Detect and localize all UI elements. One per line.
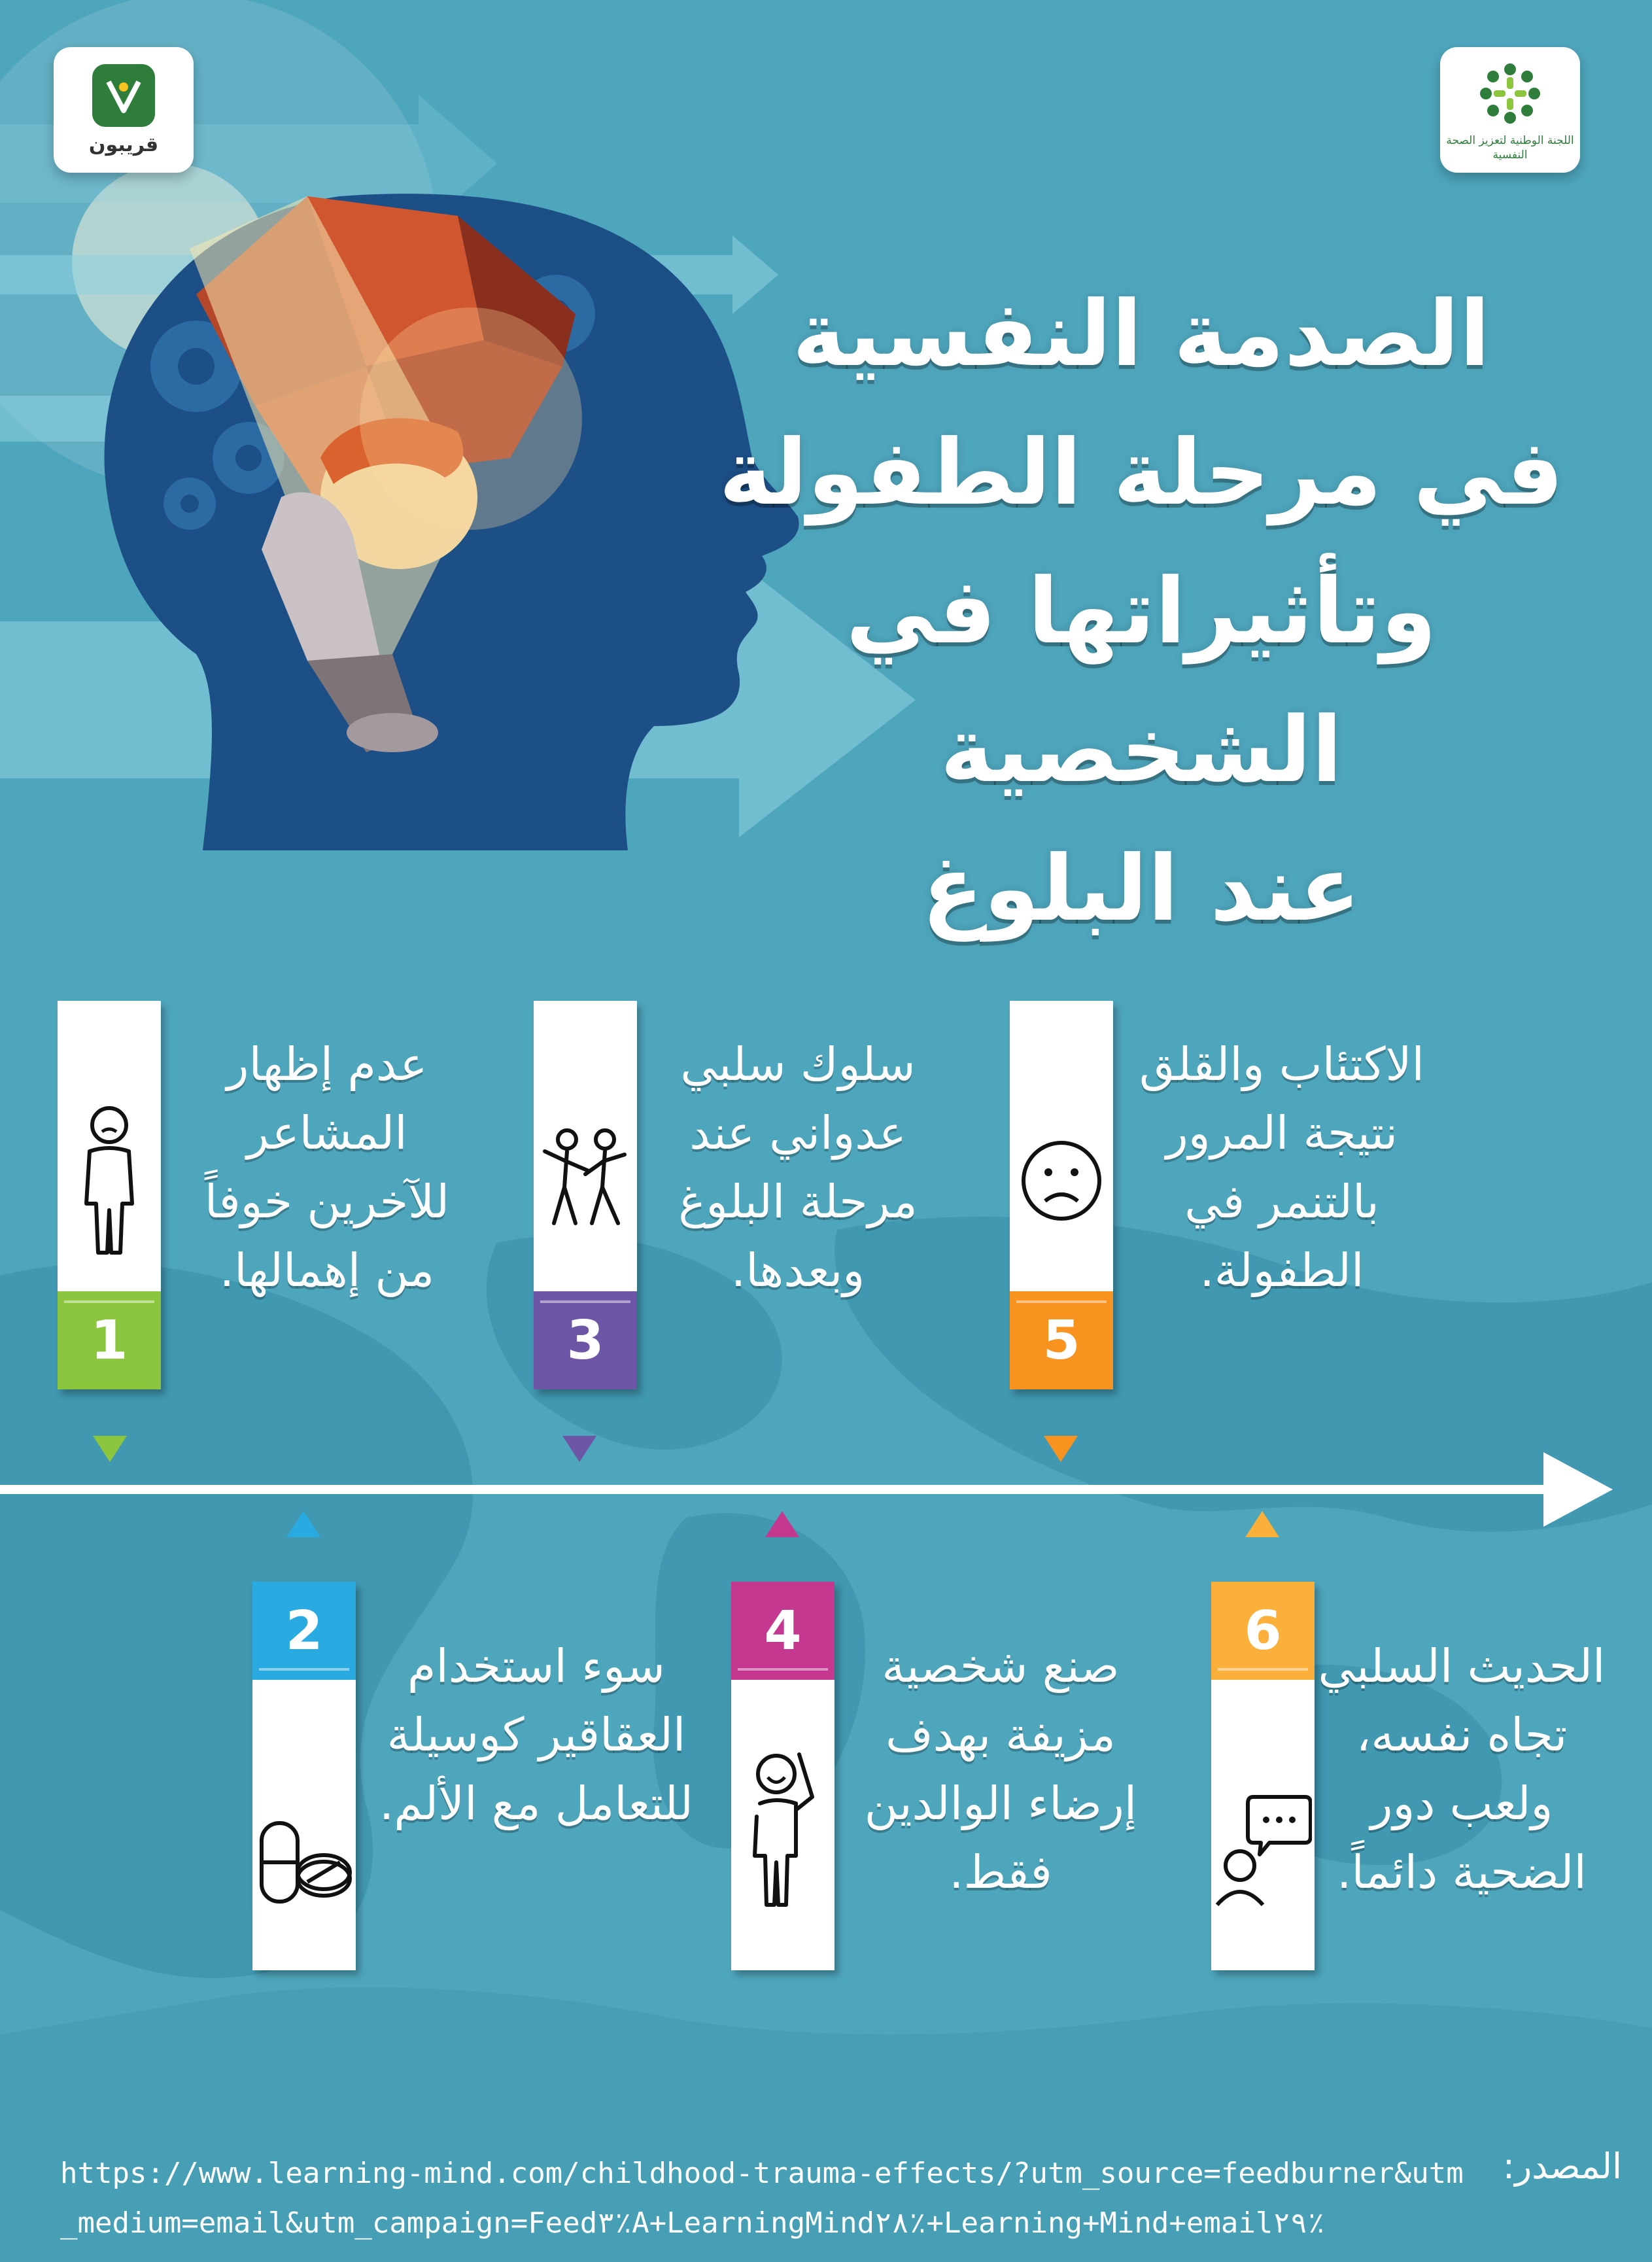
effect-text-2: سوء استخدام العقاقير كوسيلة للتعامل مع الألم. <box>379 1639 694 1830</box>
title-line-3: وتأثيراتها في الشخصية <box>846 559 1437 803</box>
effect-number-3: 3 <box>534 1291 637 1389</box>
sad-person-icon <box>58 1105 161 1256</box>
fighting-people-icon <box>534 1105 637 1230</box>
committee-emblem-icon <box>1474 58 1546 130</box>
effect-card-1 <box>58 1001 161 1389</box>
title-line-2: في مرحلة الطفولة <box>719 420 1564 525</box>
page-title <box>654 265 1628 958</box>
effect-card-4 <box>731 1582 835 1970</box>
qareeboon-logo <box>54 47 194 173</box>
national-committee-logo <box>1440 47 1580 173</box>
timeline-marker-1 <box>93 1436 127 1462</box>
effect-number-6: 6 <box>1211 1582 1315 1680</box>
committee-name: اللجنة الوطنية لتعزيز الصحة النفسية <box>1446 134 1574 162</box>
effect-text-3: سلوك سلبي عدواني عند مرحلة البلوغ وبعدها. <box>678 1037 918 1297</box>
timeline-marker-4 <box>765 1511 799 1537</box>
sad-face-icon <box>1010 1105 1113 1223</box>
leaf-heart-icon <box>92 64 155 127</box>
source-label: المصدر: <box>1502 2146 1622 2187</box>
happy-person-icon <box>731 1751 835 1908</box>
effect-text-6: الحديث السلبي تجاه نفسه، ولعب دور الضحية دائماً. <box>1318 1639 1606 1899</box>
title-line-1: الصدمة النفسية <box>792 281 1490 387</box>
timeline-marker-2 <box>286 1511 320 1537</box>
timeline-marker-3 <box>562 1436 596 1462</box>
speech-bubble-person-icon <box>1211 1790 1315 1908</box>
effect-text-1: عدم إظهار المشاعر للآخرين خوفاً من إهمالها. <box>204 1037 450 1297</box>
timeline-marker-6 <box>1245 1511 1279 1537</box>
timeline-marker-5 <box>1044 1436 1078 1462</box>
pills-icon <box>252 1817 356 1908</box>
brand-name: قريبون <box>88 133 159 156</box>
effect-card-2 <box>252 1582 356 1970</box>
effect-number-1: 1 <box>58 1291 161 1389</box>
effect-text-5: الاكتئاب والقلق نتيجة المرور بالتنمر في الطفولة. <box>1139 1037 1424 1297</box>
effect-card-6 <box>1211 1582 1315 1970</box>
effect-card-5 <box>1010 1001 1113 1389</box>
effect-number-2: 2 <box>252 1582 356 1680</box>
title-line-4: عند البلوغ <box>921 836 1361 941</box>
effect-text-4: صنع شخصية مزيفة بهدف إرضاء الوالدين فقط. <box>864 1639 1137 1899</box>
effect-number-5: 5 <box>1010 1291 1113 1389</box>
effect-card-3 <box>534 1001 637 1389</box>
effect-number-4: 4 <box>731 1582 835 1680</box>
source-url: https://www.learning-mind.com/childhood-trauma-effects/?utm_source=feedburner&utm_medium=email&utm_campaign=Feed٣٪A+LearningMind٢٨٪+Learning+Mind+email٢٩٪ <box>60 2157 1464 2240</box>
